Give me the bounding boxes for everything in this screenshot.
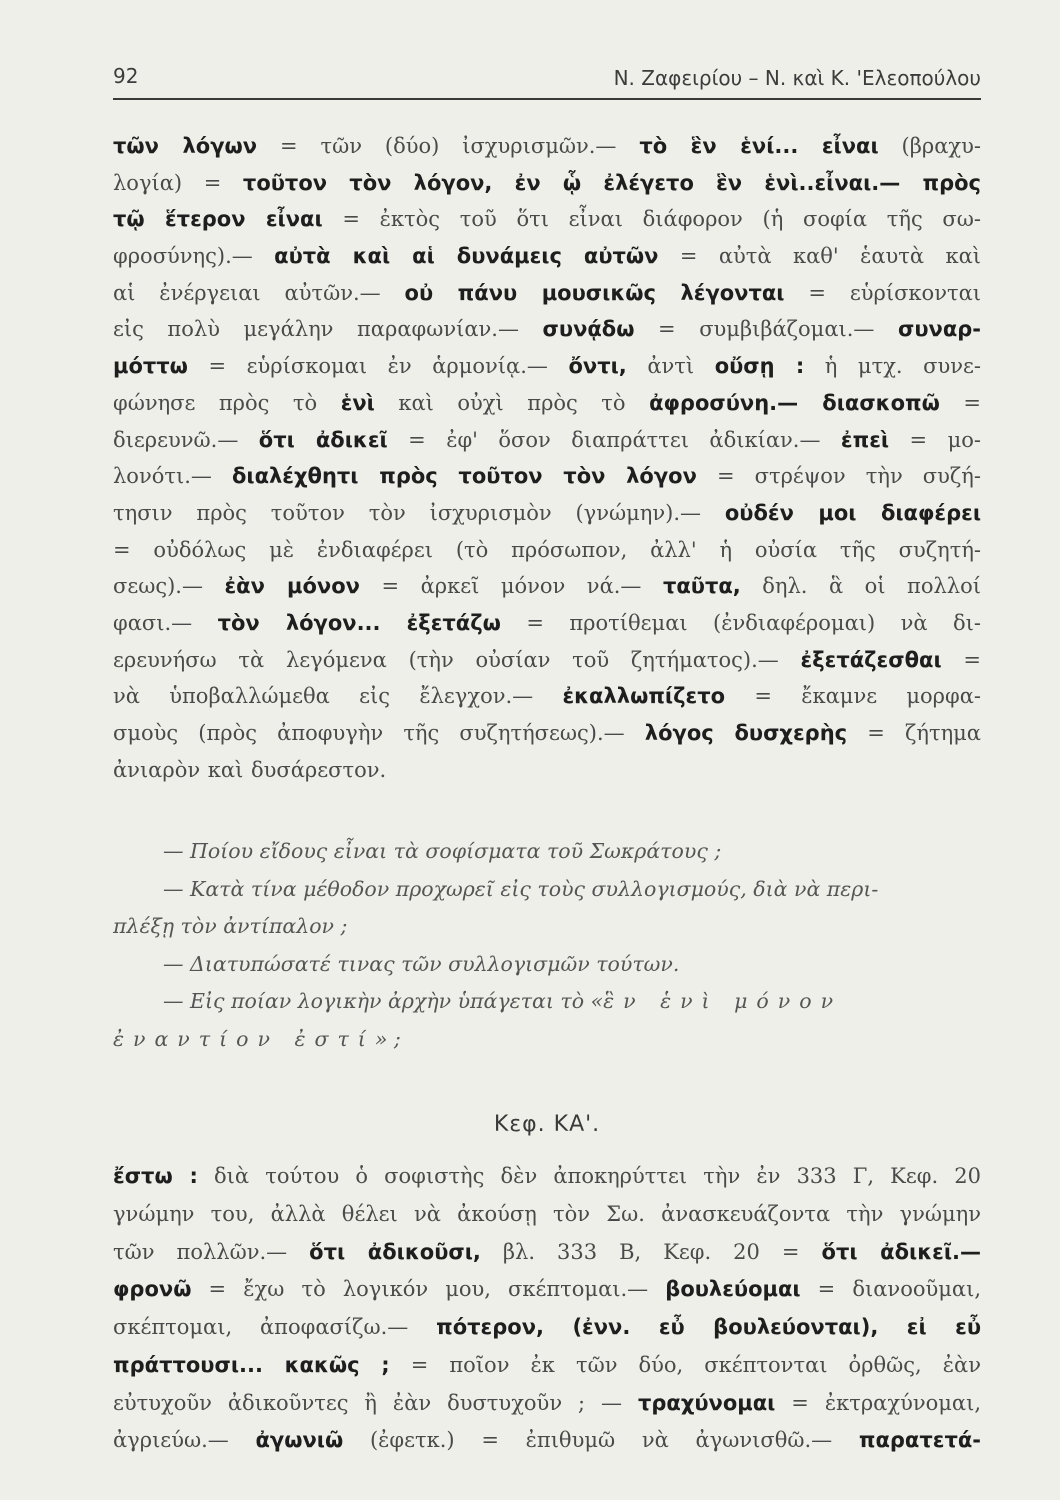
glossary-term: οὐδέν μοι διαφέρει	[724, 500, 981, 525]
glossary-term: ἀγωνιῶ	[255, 1428, 344, 1453]
question-line	[113, 1021, 981, 1059]
definition-text: = ποῖον ἐκ τῶν δύο, σκέπτονται ὀρθῶς, ἐὰν	[389, 1352, 981, 1377]
text-line	[113, 201, 981, 238]
definition-text: =	[939, 390, 981, 415]
glossary-term: οὔσῃ :	[714, 354, 805, 379]
text-line	[113, 1234, 981, 1272]
question-text: » ;	[374, 1026, 401, 1051]
definition-text: λονότι.—	[113, 464, 232, 489]
definition-text: = εὑρίσκονται	[784, 280, 981, 305]
definition-text: = διανοοῦμαι,	[800, 1277, 981, 1302]
glossary-term: διαλέχθητι πρὸς τοῦτον τὸν λόγον	[231, 464, 697, 489]
definition-text: (βραχυ-	[878, 134, 981, 158]
glossary-term: ταῦτα,	[662, 574, 741, 599]
definition-text: ἡ μτχ. συνε-	[804, 354, 981, 379]
definition-text: = ἔχω τὸ λογικόν μου, σκέπτομαι.—	[191, 1277, 666, 1302]
glossary-term: ἐὰν μόνον	[224, 574, 360, 599]
glossary-term: βουλεύομαι	[665, 1277, 801, 1302]
glossary-term: τῶν λόγων	[113, 134, 258, 158]
question-line: — Κατὰ τίνα μέθοδον προχωρεῖ εἰς τοὺς συλλογισμούς, διὰ νὰ περι-	[163, 876, 879, 901]
text-line	[113, 1309, 981, 1347]
text-line	[113, 642, 981, 679]
text-line	[113, 495, 981, 532]
glossary-term: μόττω	[113, 354, 188, 379]
glossary-term: ὄντι,	[568, 354, 627, 379]
glossary-term: συναρ-	[897, 317, 981, 342]
definition-text: τησιν πρὸς τοῦτον τὸν ἰσχυρισμὸν (γνώμην).—	[113, 500, 725, 525]
text-line	[113, 752, 981, 789]
text-line	[113, 532, 981, 569]
definition-text: ερευνήσω τὰ λεγόμενα (τὴν οὐσίαν τοῦ ζητήματος).—	[113, 647, 801, 672]
text-line	[113, 311, 981, 348]
definition-text: = ἐφ' ὅσον διαπράττει ἀδικίαν.—	[387, 427, 841, 452]
definition-text: φώνησε πρὸς τὸ	[113, 390, 341, 415]
definition-text: = ἐκτραχύνομαι,	[775, 1390, 981, 1415]
definition-text: διὰ τούτου ὁ σοφιστὴς δὲν ἀποκηρύττει τὴν ἐν 333 Γ, Κεφ. 20	[197, 1164, 981, 1189]
definition-text: ἀνιαρὸν καὶ δυσάρεστον.	[113, 757, 387, 782]
glossary-term: ἐξετάζεσθαι	[800, 647, 942, 672]
glossary-term: τὸν λόγον... ἐξετάζω	[217, 610, 501, 635]
text-line	[113, 715, 981, 752]
glossary-term: τὸ ἓν ἑνί... εἶναι	[639, 134, 879, 158]
definition-text: νὰ ὑποβαλλώμεθα εἰς ἔλεγχον.—	[113, 684, 563, 709]
text-line	[113, 1158, 981, 1196]
text-line	[113, 128, 981, 165]
definition-text: = συμβιβάζομαι.—	[634, 317, 898, 342]
text-line	[113, 1385, 981, 1423]
page-header	[113, 58, 981, 100]
text-line	[113, 348, 981, 385]
page-number: 92	[113, 64, 139, 88]
definition-text: = ἐκτὸς τοῦ ὅτι εἶναι διάφορον (ἡ σοφία τῆς σω-	[322, 207, 981, 232]
text-line	[113, 678, 981, 715]
glossary-term: ἀφροσύνη.— διασκοπῶ	[649, 390, 940, 415]
definition-text: σμοὺς (πρὸς ἀποφυγὴν τῆς συζητήσεως).—	[113, 721, 645, 745]
question-text: — Εἰς ποίαν λογικὴν ἀρχὴν ὑπάγεται τὸ «	[163, 989, 604, 1014]
glossary-term: ἐπεὶ	[840, 427, 890, 452]
spaced-quote-part: ἓν ἑνὶ μόνον	[603, 989, 843, 1014]
definition-text: φροσύνης).—	[113, 244, 275, 269]
glossary-term: ὅτι ἀδικεῖ.—	[821, 1239, 981, 1264]
definition-text: γνώμην του, ἀλλὰ θέλει νὰ ἀκούσῃ τὸν Σω. ἀνασκευάζοντα τὴν γνώμην	[113, 1202, 981, 1227]
glossary-term: πότερον, (ἐνν. εὖ βουλεύονται), εἰ εὖ	[436, 1315, 981, 1340]
definition-text: = εὑρίσκομαι ἐν ἁρμονίᾳ.—	[187, 354, 569, 379]
definition-text: (ἐφετκ.) = ἐπιθυμῶ νὰ ἀγωνισθῶ.—	[343, 1428, 859, 1453]
text-line	[113, 385, 981, 422]
definition-text: βλ. 333 Β, Κεφ. 20 =	[480, 1239, 822, 1264]
text-line	[113, 422, 981, 459]
text-line	[113, 458, 981, 495]
text-line	[113, 238, 981, 275]
glossary-term: ὅτι ἀδικεῖ	[258, 427, 388, 452]
definition-text: φασι.—	[113, 610, 218, 635]
text-line	[113, 605, 981, 642]
glossary-term: παρατετά-	[858, 1428, 981, 1453]
glossary-term: τραχύνομαι	[637, 1390, 776, 1415]
glossary-term: αὐτὰ καὶ αἱ δυνάμεις αὐτῶν	[274, 244, 659, 269]
definition-text: ἀγριεύω.—	[113, 1428, 256, 1453]
definition-text: = ζήτημα	[847, 721, 981, 745]
definition-text: = μο-	[889, 427, 981, 452]
definition-text: σκέπτομαι, ἀποφασίζω.—	[113, 1315, 437, 1340]
text-line	[113, 568, 981, 605]
definition-text: τῶν πολλῶν.—	[113, 1239, 310, 1264]
definition-text: σεως).—	[113, 574, 225, 599]
definition-text: εὐτυχοῦν ἀδικοῦντες ἢ ἐὰν δυστυχοῦν ; —	[113, 1390, 638, 1415]
glossary-term: ἑνὶ	[340, 390, 375, 415]
definition-text: ἀντὶ	[626, 354, 715, 379]
glossary-term: λόγος δυσχερὴς	[644, 721, 848, 745]
definition-text: διερευνῶ.—	[113, 427, 259, 452]
definition-text: αἱ ἐνέργειαι αὐτῶν.—	[113, 280, 405, 305]
definition-text: καὶ οὐχὶ πρὸς τὸ	[374, 390, 650, 415]
glossary-term: ἔστω :	[113, 1164, 198, 1189]
text-line	[113, 165, 981, 202]
glossary-term: συνᾴδω	[542, 317, 635, 342]
glossary-term: τῷ ἕτερον εἶναι	[113, 207, 323, 232]
glossary-section	[113, 128, 981, 788]
glossary-term: οὐ πάνυ μουσικῶς λέγονται	[404, 280, 785, 305]
definition-text: = οὐδόλως μὲ ἐνδιαφέρει (τὸ πρόσωπον, ἀλλ' ἡ οὐσία τῆς συζητή-	[113, 537, 981, 562]
definition-text: εἰς πολὺ μεγάλην παραφωνίαν.—	[113, 317, 543, 342]
questions-section	[113, 833, 981, 1058]
chapter-heading: Κεφ. ΚΑ'.	[493, 1112, 601, 1138]
definition-text: = αὐτὰ καθ' ἑαυτὰ καὶ	[658, 244, 981, 269]
definition-text: = προτίθεμαι (ἐνδιαφέρομαι) νὰ δι-	[500, 610, 981, 635]
definition-text: λογία) =	[113, 170, 243, 195]
glossary-term: ὅτι ἀδικοῦσι,	[309, 1239, 481, 1264]
question-line: πλέξῃ τὸν ἀντίπαλον ;	[113, 914, 348, 939]
definition-text: δηλ. ἃ οἱ πολλοί	[740, 574, 981, 599]
chapter-commentary	[113, 1158, 981, 1460]
glossary-term: φρονῶ	[113, 1277, 192, 1302]
text-line	[113, 1196, 981, 1234]
text-line	[113, 1347, 981, 1385]
text-line	[113, 1422, 981, 1460]
page-body	[113, 128, 981, 1460]
text-line	[113, 1271, 981, 1309]
definition-text: = ἀρκεῖ μόνον νά.—	[359, 574, 663, 599]
glossary-term: ἐκαλλωπίζετο	[562, 684, 726, 709]
definition-text: = στρέψον τὴν συζή-	[696, 464, 981, 489]
definition-text: = τῶν (δύο) ἰσχυρισμῶν.—	[257, 134, 640, 158]
glossary-term: πράττουσι... κακῶς ;	[113, 1352, 390, 1377]
question-line: — Ποίου εἴδους εἶναι τὰ σοφίσματα τοῦ Σωκράτους ;	[163, 839, 722, 864]
question-line: — Διατυπώσατέ τινας τῶν συλλογισμῶν τούτων.	[163, 951, 680, 976]
question-line	[113, 983, 981, 1021]
definition-text: =	[941, 647, 981, 672]
text-line	[113, 275, 981, 312]
glossary-term: τοῦτον τὸν λόγον, ἐν ᾧ ἐλέγετο ἓν ἑνὶ..εἶναι.— πρὸς	[242, 170, 981, 195]
definition-text: = ἔκαμνε μορφα-	[725, 684, 981, 709]
running-head: Ν. Ζαφειρίου – Ν. καὶ Κ. 'Ελεοπούλου	[613, 66, 981, 90]
spaced-quote-part: ἐναντίον ἐστί	[113, 1026, 375, 1051]
